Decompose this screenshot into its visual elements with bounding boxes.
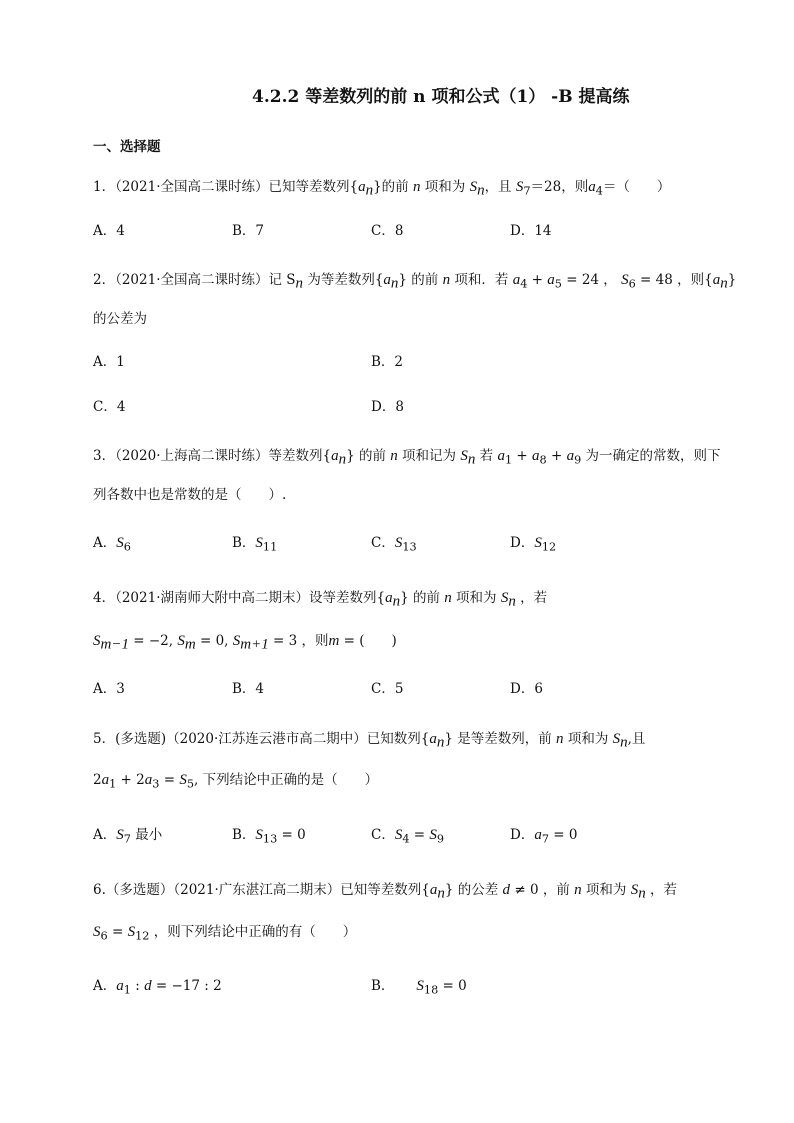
q1-option-d[interactable]: D．14 [510,223,552,239]
q5-option-c[interactable] [371,825,444,850]
question-6-stem-line2 [93,922,356,947]
q6-sub: n [437,885,445,902]
q6-var: n [574,882,582,898]
q5-var: S [179,772,187,788]
q3-text: } 的前 [346,448,391,464]
q4-var: m [328,633,340,649]
q2-option-b[interactable]: B．2 [371,354,404,370]
q5-option-d-text: = 0 [549,827,578,843]
q5-text: ,且 [627,731,646,747]
q2-var: a [712,272,721,288]
q3-option-d-var: S [534,535,542,551]
q3-var: a [532,448,540,464]
q5-option-c-var: S [394,827,403,843]
q2-sub: 5 [554,277,562,291]
q2-sub: n [390,275,399,292]
question-5-stem [93,729,645,753]
q5-option-c-label: C． [371,827,395,843]
q4-text: 4．（2021·湖南师大附中高二期末）设等差数列{ [93,590,386,606]
q5-option-d[interactable] [510,825,577,850]
q1-option-c[interactable]: C．8 [371,223,404,239]
q5-sub: 5 [186,777,194,791]
q3-var: a [566,448,575,464]
q4-sub: m+1 [240,636,269,653]
q1-var-a: a [588,179,596,195]
q6-sub: 12 [135,929,150,943]
question-6-stem [93,880,677,904]
q6-option-a[interactable] [93,976,222,1001]
q6-option-b[interactable] [371,976,467,1001]
q5-option-b-text: = 0 [277,827,306,843]
q4-var: n [444,590,452,606]
q5-var: S [612,731,621,747]
q3-text: + [546,448,567,464]
q1-var-n: n [412,179,421,195]
section-heading: 一、选择题 [93,139,161,155]
q1-text: ＝28，则 [530,179,589,195]
q6-var: S [93,924,101,940]
q6-text: ≠ 0 ，前 [510,882,575,898]
q5-option-a-label: A． [93,827,117,843]
q5-text: = [159,772,180,788]
q2-option-a[interactable]: A．1 [93,354,125,370]
q1-text: ＝（ ） [602,179,671,195]
q3-sub: 8 [539,453,547,467]
q6-text: 6.（多选题）（2021·广东湛江高二期末）已知等差数列{ [93,882,430,898]
question-2-stem [93,270,736,295]
q3-sub: 9 [574,453,582,467]
q3-option-d[interactable] [510,533,556,558]
q4-sub: n [392,593,401,610]
q4-option-d[interactable]: D．6 [510,681,543,697]
q6-option-b-sub: 18 [423,983,439,997]
q6-option-a-var2: d [144,978,152,994]
q3-var: n [390,448,398,464]
q6-var: S [127,924,136,940]
q6-option-a-text2: = −17 : 2 [151,978,222,994]
q3-text: + [512,448,533,464]
q6-var: a [429,882,438,898]
q1-text: 项和为 [420,179,470,195]
q5-var: a [429,731,437,747]
q2-option-c[interactable]: C．4 [93,399,126,415]
q5-option-a-text: 最小 [130,827,163,843]
q4-var: a [385,590,393,606]
q4-text: = −2, [128,633,178,649]
q6-option-a-sub: 1 [123,983,131,997]
q6-sub: 6 [100,929,108,943]
q6-option-a-text: : [130,978,145,994]
q1-text: ，且 [484,179,516,195]
q2-text: + [527,272,548,288]
q3-text: 若 [475,448,498,464]
q3-sub: n [467,451,476,468]
q2-text: = 48 ，则{ [635,272,713,288]
q5-text: , 下列结论中正确的是（ ） [194,772,379,788]
q5-option-d-var: a [534,827,542,843]
q5-option-c-var2: S [429,827,437,843]
q4-var: S [232,633,241,649]
q6-option-b-label: B． [371,978,395,994]
q5-option-b-sub: 13 [262,832,278,846]
q4-option-c[interactable]: C．5 [371,681,404,697]
q3-sub: 1 [504,453,513,467]
q2-text: } 的前 [398,272,443,288]
q6-option-a-var: a [116,978,124,994]
q4-text: = 0, [195,633,233,649]
q2-sub: 6 [628,277,636,291]
q4-sub: m [184,636,196,653]
q5-option-d-sub: 7 [541,832,549,846]
q6-option-a-label: A． [93,978,117,994]
q1-sub-n: n [365,182,374,199]
q3-option-b[interactable] [232,533,277,558]
q4-var: S [93,633,101,649]
q1-sub-4: 4 [595,184,603,198]
q1-var-a: a [358,179,366,195]
q4-var: S [177,633,185,649]
q5-text: + 2 [116,772,145,788]
q6-text: = [107,924,128,940]
q4-text: 项和为 [451,590,501,606]
q2-option-d[interactable]: D．8 [371,399,404,415]
q5-var: a [144,772,153,788]
q3-option-a[interactable] [93,533,131,558]
q5-text: 项和为 [563,731,613,747]
q3-option-c-sub: 13 [402,540,417,554]
q2-var: a [383,272,391,288]
q3-option-c-var: S [394,535,403,551]
question-3-stem [93,446,721,471]
q1-var-s: S [515,179,524,195]
q1-sub-n: n [477,182,485,199]
q3-option-b-label: B． [232,535,256,551]
q3-text: 为一确定的常数，则下 [581,448,721,464]
q4-text: = 3 ，则 [268,633,329,649]
q2-var: S [621,272,629,288]
q3-var: a [497,448,505,464]
q3-var: S [460,448,468,464]
q5-text: } 是等差数列，前 [444,731,557,747]
q2-text: 2．（2021·全国高二课时练）记 S [93,272,296,288]
q4-text: ，若 [515,590,548,606]
q1-text: 1．（2021·全国高二课时练）已知等差数列{ [93,179,359,195]
q3-option-b-var: S [255,535,263,551]
q6-text: 项和为 [581,882,631,898]
q5-var: a [101,772,110,788]
q2-var: a [512,272,521,288]
q5-option-a-sub: 7 [123,832,131,846]
q5-option-b[interactable] [232,825,306,850]
q2-var: a [547,272,555,288]
q5-option-c-sub: 4 [402,832,410,846]
q6-var: d [502,882,511,898]
q3-text: 项和记为 [397,448,461,464]
q4-text: = ( ) [339,633,397,649]
q5-text: 5．(多选题)（2020·江苏连云港市高二期中）已知数列{ [93,731,430,747]
q6-option-b-text: = 0 [438,978,467,994]
q1-var-s: S [469,179,478,195]
q2-sub: n [720,275,728,292]
q6-sub: n [638,885,646,902]
q5-sub: 3 [152,777,160,791]
q3-text: 3．（2020·上海高二课时练）等差数列{ [93,448,332,464]
q5-option-a-var: S [116,827,124,843]
q3-option-b-sub: 11 [262,540,278,554]
q3-var: a [331,448,339,464]
q1-option-b[interactable]: B．7 [232,223,265,239]
question-5-stem-line2 [93,770,378,795]
question-4-stem [93,588,547,612]
q3-option-d-sub: 12 [541,540,557,554]
q2-sub: n [295,275,304,292]
q2-var: n [442,272,451,288]
q3-option-a-var: S [116,535,124,551]
q3-option-a-sub: 6 [123,540,131,554]
q2-text: } [727,272,737,288]
q2-text: 项和．若 [450,272,513,288]
q6-text: ，若 [645,882,678,898]
q6-text: ，则下列结论中正确的有（ ） [149,924,357,940]
q5-var: n [556,731,564,747]
question-2-stem-line2: 的公差为 [93,311,147,327]
q3-option-d-label: D． [510,535,535,551]
question-1-stem [93,177,670,202]
q4-option-a[interactable]: A．3 [93,681,125,697]
q6-text: } 的公差 [444,882,503,898]
q5-sub: n [620,734,628,751]
q5-option-c-sub2: 9 [436,832,445,846]
q2-text: 为等差数列{ [303,272,384,288]
q1-option-a[interactable]: A．4 [93,223,125,239]
q5-option-b-label: B． [232,827,256,843]
q5-option-a[interactable] [93,825,162,850]
q6-option-b-var: S [416,978,424,994]
q5-option-d-label: D． [510,827,535,843]
q4-sub: m−1 [100,636,129,653]
q5-sub: n [436,734,445,751]
q6-var: S [630,882,639,898]
q1-sub-7: 7 [523,184,531,198]
q5-option-c-text: = [409,827,430,843]
q4-var: S [500,590,509,606]
q4-sub: n [508,593,516,610]
q5-option-b-var: S [255,827,263,843]
q3-option-c-label: C． [371,535,395,551]
question-4-stem-line2 [93,631,397,655]
question-3-stem-line2: 列各数中也是常数的是（ ）. [93,487,287,503]
q4-text: } 的前 [400,590,445,606]
q4-option-b[interactable]: B．4 [232,681,265,697]
q2-text: = 24 ， [561,272,622,288]
q3-option-c[interactable] [371,533,417,558]
q5-text: 2 [93,772,102,788]
q3-sub: n [338,451,347,468]
q3-option-a-label: A． [93,535,117,551]
q1-text: }的前 [373,179,413,195]
q2-sub: 4 [520,277,528,291]
q5-sub: 1 [109,777,117,791]
page-title: 4.2.2 等差数列的前 n 项和公式（1） -B 提高练 [252,87,630,107]
